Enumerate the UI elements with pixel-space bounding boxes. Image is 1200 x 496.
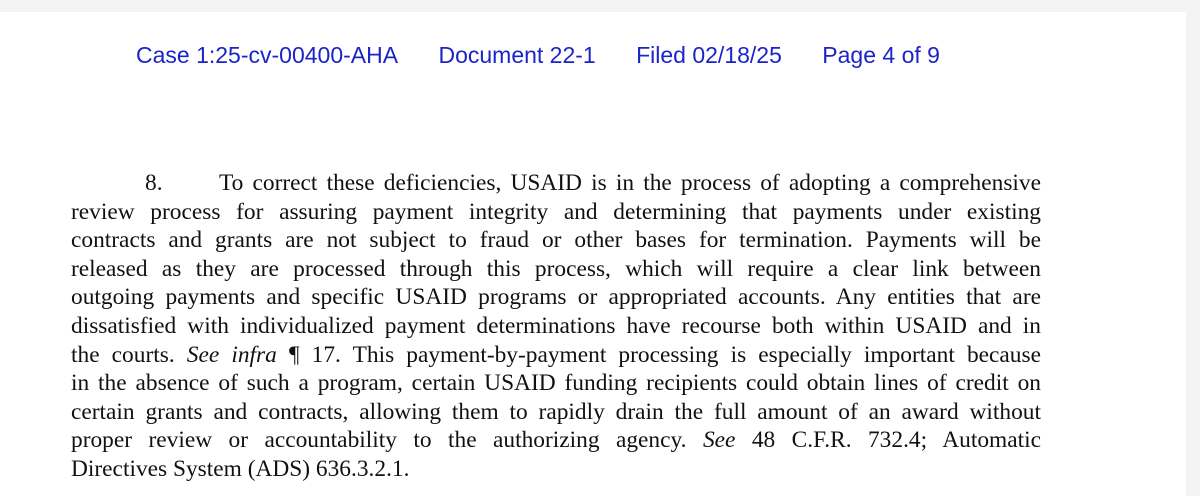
document-page — [0, 12, 1186, 496]
line-text: the courts. — [71, 341, 187, 368]
line-text: 48 C.F.R. 732.4; Automatic — [735, 427, 1041, 454]
paragraph-number: 8. — [145, 170, 163, 196]
paragraph-line — [71, 341, 1041, 370]
paragraph-line: certain grants and contracts, allowing them to rapidly drain the full amount of an award without — [71, 398, 1041, 425]
paragraph-line: contracts and grants are not subject to fraud or other bases for termination. Payments will be — [71, 227, 1041, 254]
line-text: ¶ 17. This payment-by-payment processing is especially important because — [276, 341, 1041, 368]
paragraph-line — [71, 426, 1041, 455]
paragraph-line: review process for assuring payment integrity and determining that payments under existing — [71, 198, 1041, 225]
paragraph-line: outgoing payments and specific USAID programs or appropriated accounts. Any entities that are — [71, 284, 1041, 311]
case-number: Case 1:25-cv-00400-AHA — [136, 42, 399, 68]
paragraph-line: dissatisfied with individualized payment determinations have recourse both within USAID and in — [71, 312, 1041, 339]
filed-date: Filed 02/18/25 — [636, 42, 782, 68]
paragraph-line: released as they are processed through this process, which will require a clear link between — [71, 255, 1041, 282]
filing-header — [136, 42, 940, 69]
citation-see-infra: See infra — [186, 341, 277, 368]
paragraph-8 — [71, 169, 1041, 484]
line-text: proper review or accountability to the authorizing agency. — [71, 427, 703, 454]
line-text: To correct these deficiencies, USAID is in the process of adopting a comprehensive — [219, 170, 1041, 196]
citation-see: See — [702, 427, 736, 454]
paragraph-line: in the absence of such a program, certain USAID funding recipients could obtain lines of credit on — [71, 370, 1041, 397]
document-number: Document 22-1 — [438, 42, 596, 68]
page-number: Page 4 of 9 — [822, 42, 940, 68]
paragraph-line: Directives System (ADS) 636.3.2.1. — [71, 455, 410, 482]
paragraph-line — [71, 169, 1041, 198]
